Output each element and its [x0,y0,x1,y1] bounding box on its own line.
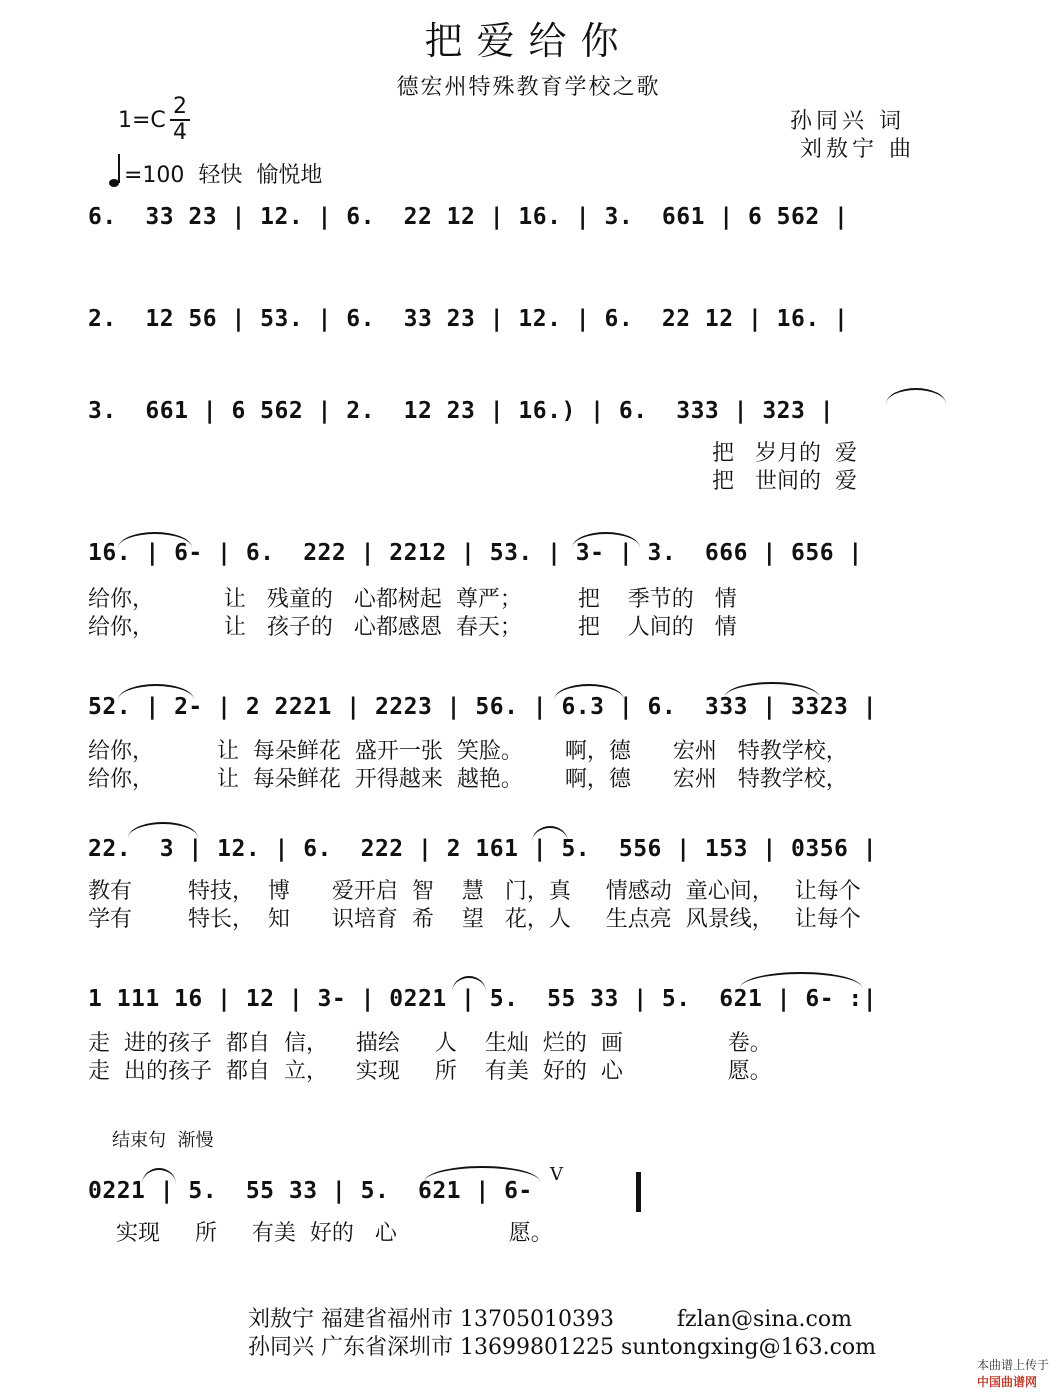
lyrics-verse-2: 给你， 让 孩子的 心都感恩 春天； 把 人间的 情 [88,615,737,640]
contact-composer: 刘敖宁 福建省福州市 13705010393 fzlan@sina.com [248,1307,852,1332]
lyrics-verse-2: 走 出的孩子 都自 立， 实现 所 有美 好的 心 愿。 [88,1059,772,1084]
slur-mark [724,682,820,698]
slur-mark [118,532,192,548]
lyrics-verse-1: 走 进的孩子 都自 信， 描绘 人 生灿 烂的 画 卷。 [88,1031,772,1056]
contact-lyricist: 孙同兴 广东省深圳市 13699801225 suntongxing@163.com [248,1335,877,1360]
final-barline [636,1172,641,1212]
slur-mark [572,532,640,548]
notes-line: 0221 | 5. 55 33 | 5. 621 | 6- [88,1178,533,1204]
notes-line: 2. 12 56 | 53. | 6. 33 23 | 12. | 6. 22 12 | 16. | [88,306,849,332]
notes-line: 1 111 16 | 12 | 3- | 0221 | 5. 55 33 | 5. 621 | 6- :| [88,986,878,1012]
tempo-marking: =100 轻快 愉悦地 [124,163,323,188]
quarter-note-icon [108,150,122,190]
slur-mark [554,684,624,700]
lyrics-verse-1: 教有 特技， 博 爱开启 智 慧 门，真 情感动 童心间， 让每个 [88,879,861,904]
breath-mark: V [550,1164,563,1185]
key-signature: 1=C [118,108,166,133]
ending-row [88,1164,968,1218]
score-row-5 [88,694,968,734]
slur-mark [740,972,862,988]
notes-line: 22. 3 | 12. | 6. 222 | 2 161 | 5. 556 | 153 | 0356 | [88,836,878,862]
notes-line: 16. | 6- | 6. 222 | 2212 | 53. | 3- | 3. 666 | 656 | [88,540,863,566]
ending-label: 结束句 渐慢 [112,1130,214,1151]
slur-mark [142,1168,176,1184]
composer-credit: 刘敖宁 曲 [800,137,915,162]
score-row-1 [88,204,968,244]
lyrics-verse-2: 把 世间的 爱 [712,469,857,494]
lyrics-verse-2: 给你， 让 每朵鲜花 开得越来 越艳。 啊，德 宏州 特教学校， [88,767,848,792]
lyrics-verse-1: 给你， 让 每朵鲜花 盛开一张 笑脸。 啊，德 宏州 特教学校， [88,739,848,764]
site-brand[interactable]: 中国曲谱网 [976,1375,1037,1389]
lyrics-verse-2: 学有 特长， 知 识培育 希 望 花，人 生点亮 风景线， 让每个 [88,907,861,932]
song-subtitle: 德宏州特殊教育学校之歌 [396,75,661,100]
notes-line: 6. 33 23 | 12. | 6. 22 12 | 16. | 3. 661 | 6 562 | [88,204,849,230]
source-footer [969,1342,1049,1390]
slur-mark [118,684,194,700]
notes-line: 52. | 2- | 2 2221 | 2223 | 56. | 6.3 | 6. 333 | 3323 | [88,694,878,720]
score-row-2 [88,306,968,346]
time-signature [170,96,190,144]
score-row-7 [88,986,968,1026]
song-title: 把爱给你 [424,19,633,63]
notes-line: 3. 661 | 6 562 | 2. 12 23 | 16.) | 6. 333 | 323 | [88,398,835,424]
score-row-3 [88,398,968,438]
lyricist-credit: 孙同兴 词 [790,109,905,134]
slur-mark [886,388,946,404]
score-row-4 [88,540,968,580]
meter-bottom: 4 [173,120,187,145]
slur-mark [424,1166,540,1182]
meter-top: 2 [173,94,187,119]
slur-mark [128,822,198,838]
slur-mark [532,826,568,842]
lyrics-verse-1: 把 岁月的 爱 [712,441,857,466]
footer-text: 本曲谱上传于 [976,1358,1049,1372]
lyrics-verse-1: 给你， 让 残童的 心都树起 尊严； 把 季节的 情 [88,587,737,612]
score-row-6 [88,836,968,876]
slur-mark [452,976,486,992]
ending-lyrics: 实现 所 有美 好的 心 愿。 [116,1221,553,1246]
